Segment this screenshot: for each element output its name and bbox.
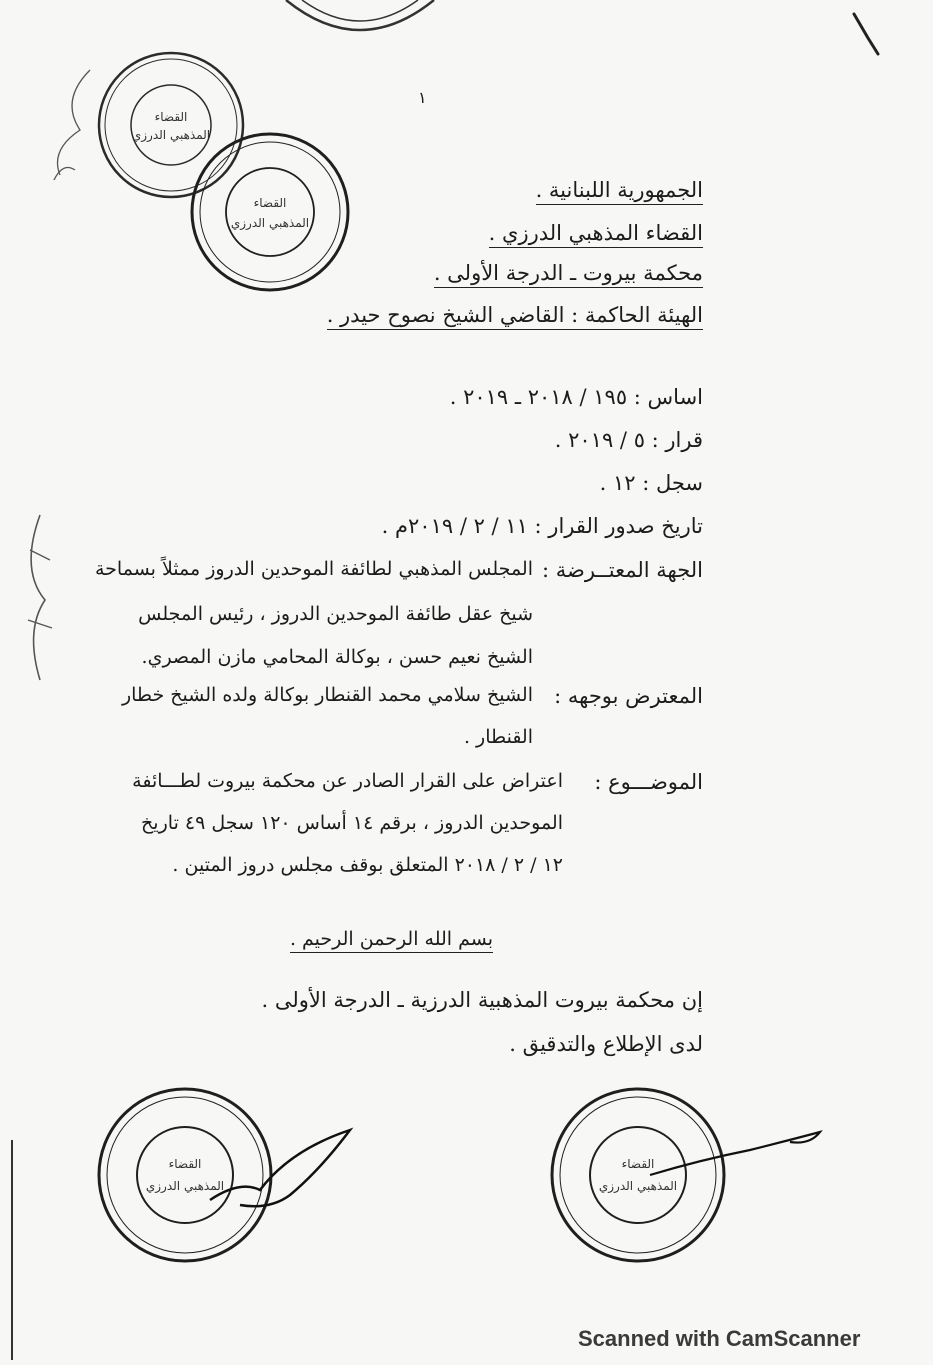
objector-label: الجهة المعتــرضة : <box>542 558 703 582</box>
subject-line-3: ١٢ / ٢ / ٢٠١٨ المتعلق بوقف مجلس دروز المتين . <box>172 854 563 876</box>
handwriting-mark-icon <box>10 510 60 690</box>
case-date: تاريخ صدور القرار : ١١ / ٢ / ٢٠١٩م . <box>381 514 703 538</box>
stamp-inner-text-2: المذهبي الدرزي <box>131 128 211 142</box>
stamp-inner-text-1: القضاء <box>253 196 287 210</box>
case-basis: اساس : ١٩٥ / ٢٠١٨ ـ ٢٠١٩ . <box>449 385 703 409</box>
scanner-watermark: Scanned with CamScanner <box>578 1326 861 1351</box>
subject-line-2: الموحدين الدروز ، برقم ١٤ أساس ١٢٠ سجل ٤٩ تاريخ <box>141 812 563 834</box>
signature-icon <box>640 1120 830 1190</box>
signature-icon <box>200 1110 370 1220</box>
case-register: سجل : ١٢ . <box>599 471 703 495</box>
objector-line-2: شيخ عقل طائفة الموحدين الدروز ، رئيس المجلس <box>138 603 533 625</box>
stamp-inner-text-1: القضاء <box>168 1157 202 1171</box>
header-court: محكمة بيروت ـ الدرجة الأولى . <box>434 261 703 288</box>
header-judiciary: القضاء المذهبي الدرزي . <box>489 221 703 248</box>
objector-line-3: الشيخ نعيم حسن ، بوكالة المحامي مازن المصري. <box>141 646 533 668</box>
stamp-seal-icon <box>180 130 360 295</box>
respondent-line-2: القنطار . <box>463 726 533 748</box>
page-number: ١ <box>418 88 427 107</box>
subject-line-1: اعتراض على القرار الصادر عن محكمة بيروت لطـــائفة <box>132 770 563 792</box>
objector-line-1: المجلس المذهبي لطائفة الموحدين الدروز ممثلاً بسماحة <box>94 558 533 580</box>
header-panel: الهيئة الحاكمة : القاضي الشيخ نصوح حيدر . <box>327 303 703 330</box>
corner-mark-icon <box>848 8 888 58</box>
partial-stamp-icon <box>280 0 440 40</box>
respondent-label: المعترض بوجهه : <box>554 684 703 708</box>
basmala: بسم الله الرحمن الرحيم . <box>290 928 493 953</box>
subject-label: الموضـــوع : <box>594 770 703 794</box>
respondent-line-1: الشيخ سلامي محمد القنطار بوكالة ولده الشيخ خطار <box>121 684 533 706</box>
stamp-inner-text-1: القضاء <box>154 110 188 124</box>
case-decision: قرار : ٥ / ٢٠١٩ . <box>554 428 703 452</box>
header-republic: الجمهورية اللبنانية . <box>536 178 703 205</box>
margin-line-icon <box>6 1140 18 1360</box>
stamp-inner-text-2: المذهبي الدرزي <box>598 1179 678 1193</box>
stamp-inner-text-1: القضاء <box>621 1157 655 1171</box>
body-line-1: إن محكمة بيروت المذهبية الدرزية ـ الدرجة الأولى . <box>261 988 703 1012</box>
handwriting-mark-icon <box>20 50 100 180</box>
stamp-inner-text-2: المذهبي الدرزي <box>145 1179 225 1193</box>
stamp-inner-text-2: المذهبي الدرزي <box>230 216 310 230</box>
stamp-seal-top-2 <box>180 130 360 295</box>
body-line-2: لدى الإطلاع والتدقيق . <box>509 1032 703 1056</box>
